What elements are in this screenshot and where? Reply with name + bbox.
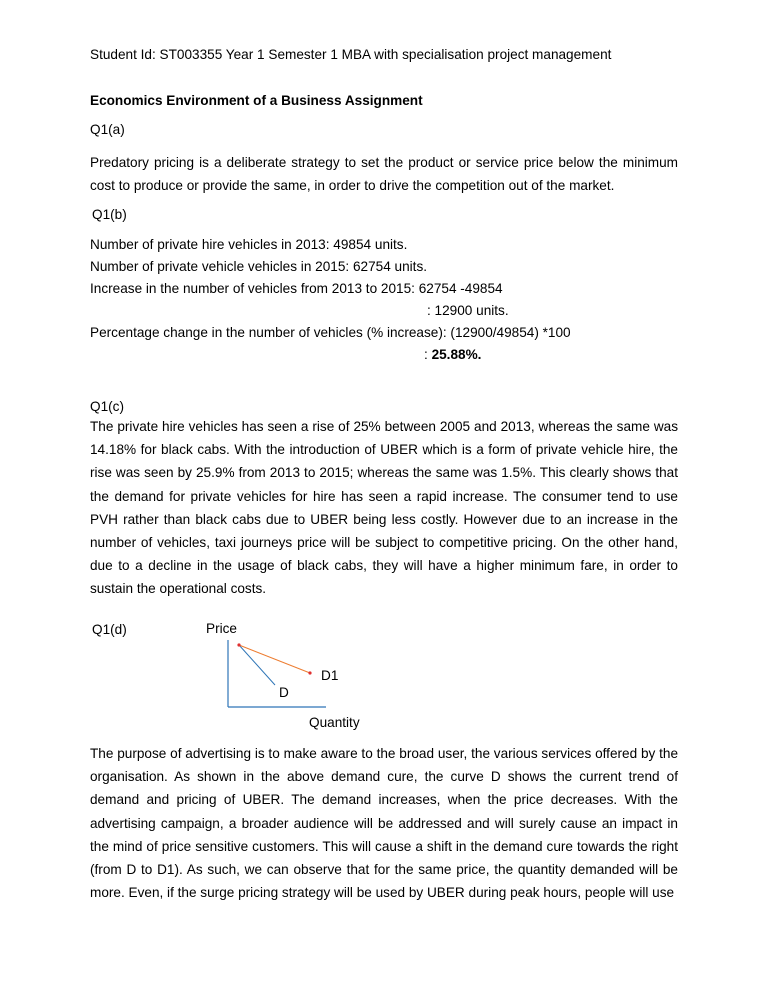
q1b-line-1: Number of private hire vehicles in 2013: 49854 units. [90, 237, 408, 252]
diagram-quantity-label: Quantity [309, 715, 360, 730]
q1a-label: Q1(a) [90, 122, 125, 137]
q1c-text: The private hire vehicles has seen a rise of 25% between 2005 and 2013, whereas the same was 14.18% for black cabs. With the introduction of UBER which is a form of private vehicle hire, the rise was seen by 25.9% from 2013 to 2015; whereas the same was 1.5%. This clearly shows that the demand for private vehicles for hire has seen a rapid increase. The consumer tend to use PVH rather than black cabs due to UBER being less costly. However due to an increase in the number of vehicles, taxi journeys price will be subject to competitive pricing. On the other hand, due to a decline in the usage of black cabs, they will have a higher minimum fare, in order to sustain the operational costs. [90, 419, 678, 597]
q1b-line-3: Increase in the number of vehicles from 2013 to 2015: 62754 -49854 [90, 281, 503, 296]
demand-curve-d1 [239, 645, 310, 673]
curve-d1-end-point [308, 671, 311, 674]
q1b-result-prefix: : [424, 347, 428, 362]
q1b-result [424, 346, 481, 364]
document-title: Economics Environment of a Business Assignment [90, 93, 423, 108]
curve-start-point [237, 643, 240, 646]
diagram-d1-label: D1 [321, 668, 339, 683]
q1b-line-2: Number of private vehicle vehicles in 2015: 62754 units. [90, 259, 428, 274]
q1b-result-value: 25.88%. [431, 347, 482, 362]
q1d-label: Q1(d) [92, 622, 127, 637]
q1d-text: The purpose of advertising is to make aware to the broad user, the various services offered by the organisation. As shown in the above demand cure, the curve D shows the current trend of demand and pricing of UBER. The demand increases, when the price decreases. With the advertising campaign, a broader audience will be addressed and will surely cause an impact in the mind of price sensitive customers. This will cause a shift in the demand cure towards the right (from D to D1). As such, we can observe that for the same price, the quantity demanded will be more. Even, if the surge pricing strategy will be used by UBER during peak hours, people will use [90, 746, 678, 901]
student-header: Student Id: ST003355 Year 1 Semester 1 MBA with specialisation project management [90, 47, 612, 62]
q1b-label: Q1(b) [92, 207, 127, 222]
q1b-line-5: Percentage change in the number of vehicles (% increase): (12900/49854) *100 [90, 325, 571, 340]
diagram-d-label: D [279, 685, 289, 700]
demand-curve-d [239, 645, 275, 685]
q1a-text: Predatory pricing is a deliberate strategy to set the product or service price below the minimum cost to produce or provide the same, in order to drive the competition out of the market. [90, 155, 678, 194]
q1c-label: Q1(c) [90, 399, 124, 414]
q1b-line-4: : 12900 units. [427, 303, 509, 318]
diagram-price-label: Price [206, 621, 237, 636]
